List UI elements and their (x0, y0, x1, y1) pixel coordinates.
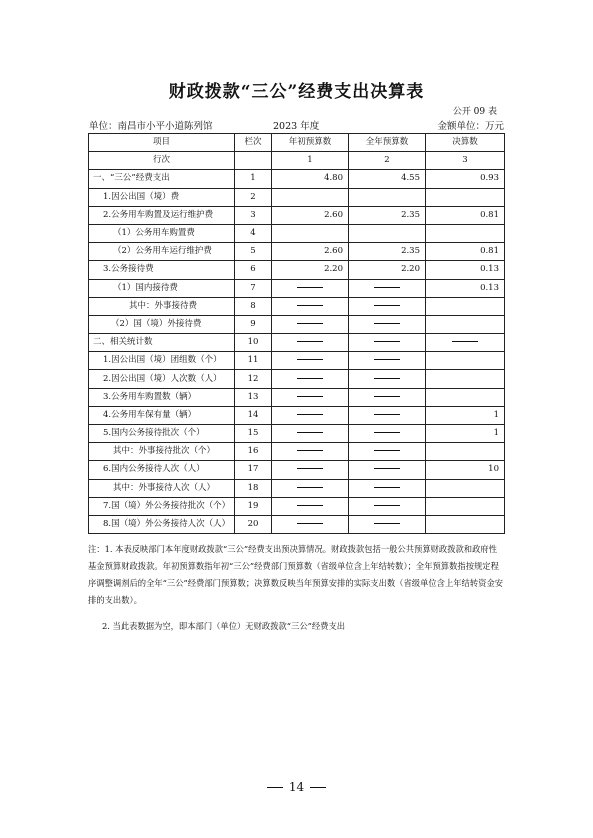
header-final: 决算数 (426, 134, 505, 152)
cell-budget-initial (272, 334, 349, 352)
cell-budget-initial (272, 352, 349, 370)
cell-budget-full: 2.35 (349, 206, 426, 224)
cell-budget-initial (272, 425, 349, 443)
dash-mark (374, 468, 400, 469)
dash-mark (297, 378, 323, 379)
cell-row-no: 19 (235, 497, 272, 515)
dash-mark (297, 323, 323, 324)
cell-row-no: 10 (235, 334, 272, 352)
dash-mark (374, 341, 400, 342)
dash-mark (374, 487, 400, 488)
page-number (0, 780, 593, 794)
subheader-budget-initial: 1 (272, 152, 349, 170)
cell-final (426, 497, 505, 515)
cell-budget-initial (272, 224, 349, 242)
table-row (89, 370, 505, 388)
dash-mark (297, 305, 323, 306)
header-budget-full: 全年预算数 (349, 134, 426, 152)
subheader-row-no (235, 152, 272, 170)
cell-budget-initial (272, 388, 349, 406)
header-item: 项目 (89, 134, 235, 152)
dash-mark (297, 523, 323, 524)
cell-budget-initial (272, 315, 349, 333)
dash-mark (297, 396, 323, 397)
cell-item: 其中：外事接待费 (89, 297, 235, 315)
table-row (89, 315, 505, 333)
dash-mark (297, 468, 323, 469)
cell-budget-full: 2.20 (349, 261, 426, 279)
cell-budget-initial: 2.20 (272, 261, 349, 279)
cell-row-no: 17 (235, 461, 272, 479)
cell-budget-initial (272, 461, 349, 479)
cell-item: 6.国内公务接待人次（人） (89, 461, 235, 479)
page-number-value: 14 (288, 780, 305, 794)
table-row (89, 479, 505, 497)
table-row (89, 243, 505, 261)
cell-row-no: 18 (235, 479, 272, 497)
cell-row-no: 5 (235, 243, 272, 261)
dash-mark (297, 287, 323, 288)
table-header-row (89, 134, 505, 152)
dash-mark (297, 487, 323, 488)
cell-item: （1）国内接待费 (89, 279, 235, 297)
table-row (89, 261, 505, 279)
cell-budget-initial: 2.60 (272, 243, 349, 261)
cell-budget-initial: 2.60 (272, 206, 349, 224)
cell-final (426, 334, 505, 352)
cell-budget-full (349, 315, 426, 333)
cell-row-no: 3 (235, 206, 272, 224)
cell-budget-initial (272, 188, 349, 206)
cell-item: 2.公务用车购置及运行维护费 (89, 206, 235, 224)
cell-item: 其中：外事接待人次（人） (89, 479, 235, 497)
cell-row-no: 2 (235, 188, 272, 206)
header-row-no: 栏次 (235, 134, 272, 152)
cell-final (426, 479, 505, 497)
cell-budget-initial (272, 370, 349, 388)
header-budget-initial: 年初预算数 (272, 134, 349, 152)
cell-row-no: 14 (235, 406, 272, 424)
table-row (89, 334, 505, 352)
cell-budget-initial (272, 297, 349, 315)
cell-final (426, 443, 505, 461)
cell-final: 0.81 (426, 206, 505, 224)
note-1: 注：1. 本表反映部门本年度财政拨款“三公”经费支出预决算情况。财政拨款包括一般公共预算财政拨款和政府性基金预算财政拨款。年初预算数指年初“三公”经费部门预算数（省级单位含上年结转数）；全年预算数指按规定程序调整调剂后的全年“三公”经费部门预算数；决算数反映当年预算安排的实际支出数（省级单位含上年结转资金安排的支出数）。 (88, 544, 504, 605)
cell-final: 0.81 (426, 243, 505, 261)
cell-budget-full (349, 188, 426, 206)
page-title: 财政拨款“三公”经费支出决算表 (168, 82, 425, 102)
cell-final: 1 (426, 425, 505, 443)
cell-budget-initial (272, 515, 349, 533)
table-row (89, 388, 505, 406)
table-row (89, 170, 505, 188)
cell-item: （2）公务用车运行维护费 (89, 243, 235, 261)
subheader-final: 3 (426, 152, 505, 170)
cell-budget-full (349, 425, 426, 443)
dash-mark (374, 305, 400, 306)
cell-final (426, 188, 505, 206)
page-number-dash-right (310, 787, 326, 788)
cell-budget-full (349, 279, 426, 297)
dash-mark (297, 414, 323, 415)
cell-item: 8.国（境）外公务接待人次（人） (89, 515, 235, 533)
cell-row-no: 8 (235, 297, 272, 315)
cell-item: 4.公务用车保有量（辆） (89, 406, 235, 424)
cell-item: 其中：外事接待批次（个） (89, 443, 235, 461)
dash-mark (374, 359, 400, 360)
dash-mark (452, 341, 478, 342)
cell-budget-initial (272, 443, 349, 461)
cell-item: 3.公务接待费 (89, 261, 235, 279)
table-row (89, 206, 505, 224)
dash-mark (374, 414, 400, 415)
money-unit-label: 金额单位：万元 (437, 121, 504, 132)
cell-final (426, 297, 505, 315)
table-row (89, 352, 505, 370)
table-row (89, 425, 505, 443)
table-meta (89, 118, 504, 132)
dash-mark (297, 505, 323, 506)
cell-budget-full (349, 334, 426, 352)
cell-final: 0.13 (426, 261, 505, 279)
table-row (89, 406, 505, 424)
dash-mark (374, 432, 400, 433)
table-subheader-row (89, 152, 505, 170)
cell-item: 1.因公出国（境）费 (89, 188, 235, 206)
year-label: 2023 年度 (273, 121, 320, 132)
unit-label: 单位：南昌市小平小道陈列馆 (89, 121, 213, 132)
cell-budget-full (349, 479, 426, 497)
cell-final: 0.13 (426, 279, 505, 297)
dash-mark (297, 450, 323, 451)
cell-budget-initial (272, 279, 349, 297)
dash-mark (374, 523, 400, 524)
cell-budget-full (349, 352, 426, 370)
cell-item: 7.国（境）外公务接待批次（个） (89, 497, 235, 515)
cell-final (426, 352, 505, 370)
cell-final (426, 315, 505, 333)
table-row (89, 279, 505, 297)
cell-final: 0.93 (426, 170, 505, 188)
cell-item: 1.因公出国（境）团组数（个） (89, 352, 235, 370)
subheader-budget-full: 2 (349, 152, 426, 170)
cell-budget-full (349, 297, 426, 315)
table-row (89, 224, 505, 242)
cell-row-no: 7 (235, 279, 272, 297)
dash-mark (374, 287, 400, 288)
note-2: 2. 当此表数据为空，即本部门（单位）无财政拨款“三公”经费支出 (102, 621, 346, 631)
cell-row-no: 13 (235, 388, 272, 406)
cell-budget-full (349, 443, 426, 461)
table-notes (88, 541, 504, 635)
dash-mark (374, 323, 400, 324)
cell-budget-full (349, 370, 426, 388)
dash-mark (297, 341, 323, 342)
table-row (89, 443, 505, 461)
dash-mark (374, 450, 400, 451)
cell-budget-full (349, 515, 426, 533)
cell-row-no: 15 (235, 425, 272, 443)
cell-item: 二、相关统计数 (89, 334, 235, 352)
cell-budget-full (349, 461, 426, 479)
dash-mark (374, 378, 400, 379)
cell-final (426, 370, 505, 388)
dash-mark (374, 396, 400, 397)
table-row (89, 515, 505, 533)
table-number: 公开 09 表 (452, 107, 497, 117)
cell-row-no: 16 (235, 443, 272, 461)
cell-item: （2）国（境）外接待费 (89, 315, 235, 333)
cell-row-no: 4 (235, 224, 272, 242)
cell-budget-initial (272, 406, 349, 424)
cell-item: 2.因公出国（境）人次数（人） (89, 370, 235, 388)
page-number-dash-left (267, 787, 283, 788)
cell-final: 1 (426, 406, 505, 424)
cell-item: （1）公务用车购置费 (89, 224, 235, 242)
cell-item: 5.国内公务接待批次（个） (89, 425, 235, 443)
cell-budget-initial: 4.80 (272, 170, 349, 188)
cell-budget-full (349, 406, 426, 424)
cell-budget-full: 2.35 (349, 243, 426, 261)
cell-budget-full (349, 388, 426, 406)
dash-mark (297, 359, 323, 360)
table-row (89, 497, 505, 515)
cell-row-no: 9 (235, 315, 272, 333)
cell-budget-full (349, 224, 426, 242)
cell-row-no: 12 (235, 370, 272, 388)
subheader-item: 行次 (89, 152, 235, 170)
table-row (89, 188, 505, 206)
cell-final (426, 388, 505, 406)
cell-row-no: 6 (235, 261, 272, 279)
table-row (89, 297, 505, 315)
cell-item: 一、“三公”经费支出 (89, 170, 235, 188)
cell-budget-full (349, 497, 426, 515)
cell-budget-initial (272, 479, 349, 497)
dash-mark (374, 505, 400, 506)
cell-final (426, 515, 505, 533)
table-row (89, 461, 505, 479)
cell-budget-full: 4.55 (349, 170, 426, 188)
cell-row-no: 20 (235, 515, 272, 533)
cell-row-no: 11 (235, 352, 272, 370)
expense-table (88, 133, 505, 534)
cell-row-no: 1 (235, 170, 272, 188)
cell-final: 10 (426, 461, 505, 479)
dash-mark (297, 432, 323, 433)
cell-item: 3.公务用车购置数（辆） (89, 388, 235, 406)
cell-final (426, 224, 505, 242)
cell-budget-initial (272, 497, 349, 515)
